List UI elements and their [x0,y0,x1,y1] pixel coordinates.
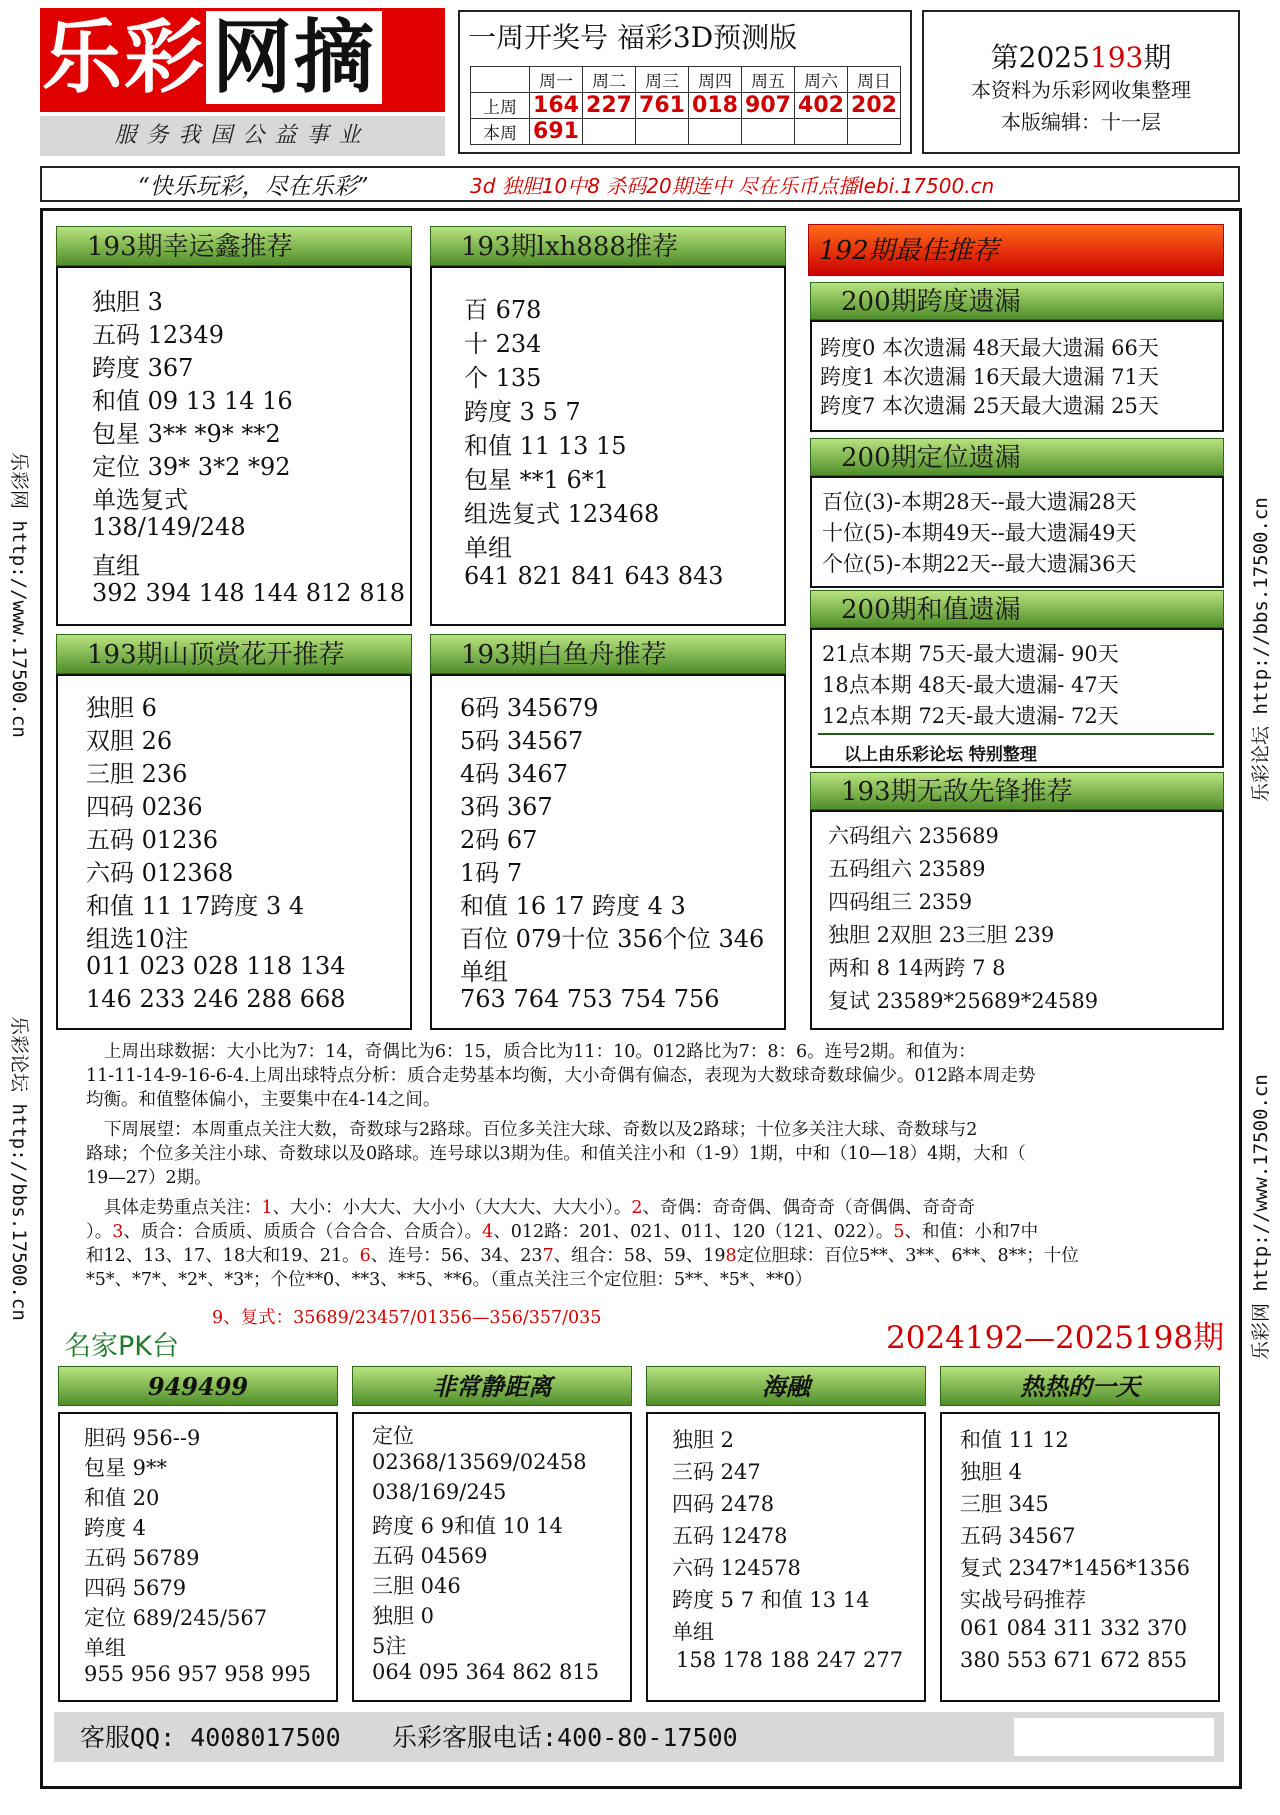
panel-title: 193期lxh888推荐 [430,226,786,266]
panel-line: 直组 [92,552,140,580]
panel-line: 组选复式 123468 [464,500,660,528]
pk-line: 三码 247 [672,1460,761,1484]
panel-line: 12点本期 72天-最大遗漏- 72天 [822,704,1119,728]
draw-number: 691 [530,119,583,145]
pk-expert-title: 海融 [646,1366,926,1406]
analysis-line: *5*、*7*、*2*、*3*；个位**0、**3、**5、**6。（重点关注三个定位胆：5**、*5*、**0） [86,1270,813,1290]
pk-expert-title: 非常静距离 [352,1366,632,1406]
draw-number: 402 [795,93,848,119]
pk-line: 五码 12478 [672,1524,788,1548]
pk-line: 061 084 311 332 370 [960,1616,1188,1640]
pk-line: 跨度 4 [84,1516,147,1540]
panel-line: 五码 01236 [86,826,218,854]
pk-line: 五码 56789 [84,1546,200,1570]
panel-line: 独胆 3 [92,288,163,316]
panel-title: 193期山顶赏花开推荐 [56,634,412,674]
panel-line: 单组 [460,958,508,986]
pk-line: 复式 2347*1456*1356 [960,1556,1191,1580]
panel-line: 复试 23589*25689*24589 [828,989,1099,1013]
panel-line: 和值 16 17 跨度 4 3 [460,892,686,920]
panel-line: 2码 67 [460,826,538,854]
panel-line: 十位(5)-本期49天--最大遗漏49天 [822,521,1137,545]
tagline-left: “快乐玩彩，尽在乐彩” [138,174,369,200]
pk-line: 5注 [372,1634,407,1658]
draw-number [689,119,742,145]
panel-line: 百 678 [464,296,542,324]
panel-line: 5码 34567 [460,727,584,755]
panel-line: 6码 345679 [460,694,599,722]
analysis-line: ）。3、质合：合质质、质质合（合合合、合质合）。4、012路：201、021、011、120（121、022）。5、和值：小和7中 [86,1222,1039,1242]
side-right-bottom[interactable]: 乐彩网 http://www.17500.cn [1250,1074,1272,1360]
draw-number: 761 [636,93,689,119]
draw-number: 202 [848,93,901,119]
draw-title: 一周开奖号 福彩3D预测版 [468,21,798,54]
panel-line: 六码组六 235689 [828,824,999,848]
panel-line: 四码组三 2359 [828,890,973,914]
day-header: 周三 [636,67,689,93]
panel-line: 五码组六 23589 [828,857,986,881]
pk-line: 定位 [372,1424,414,1448]
footer-qq[interactable]: 客服QQ: 4008017500 [80,1723,341,1752]
panel-line: 和值 11 17跨度 3 4 [86,892,305,920]
divider [818,733,1214,735]
day-header: 周五 [742,67,795,93]
panel-line: 011 023 028 118 134 [86,952,346,980]
panel-line: 21点本期 75天-最大遗漏- 90天 [822,642,1119,666]
pk-line: 独胆 2 [672,1428,735,1452]
issue-editor: 本版编辑：十一层 [1001,110,1161,134]
panel-line: 组选10注 [86,925,189,953]
panel-line: 百位 079十位 356个位 346 [460,925,765,953]
panel-line: 392 394 148 144 812 818 [92,579,405,607]
panel-line: 双胆 26 [86,727,173,755]
panel-line: 跨度1 本次遗漏 16天最大遗漏 71天 [820,365,1159,389]
pk-line: 三胆 046 [372,1574,461,1598]
pk-expert-title: 949499 [58,1366,338,1406]
pk-line: 跨度 6 9和值 10 14 [372,1514,563,1538]
draw-number [636,119,689,145]
pk-line: 独胆 4 [960,1460,1023,1484]
analysis-line: 下周展望：本周重点关注大数，奇数球与2路球。百位多关注大球、奇数以及2路球；十位多关注大球、奇数球与2 [104,1120,978,1140]
day-header: 周日 [848,67,901,93]
best-recommend-title: 192期最佳推荐 [808,224,1224,276]
sum-miss-note: 以上由乐彩论坛 特别整理 [844,745,1037,765]
pk-line: 380 553 671 672 855 [960,1648,1188,1672]
pk-line: 三胆 345 [960,1492,1049,1516]
panel-line: 包星 3** *9* **2 [92,420,281,448]
side-left-top[interactable]: 乐彩网 http://www.17500.cn [8,452,30,738]
day-header: 周二 [583,67,636,93]
pk-range: 2024192—2025198期 [886,1320,1225,1356]
panel-line: 1码 7 [460,859,523,887]
panel-line: 单选复式 [92,486,188,514]
logo: 乐彩网摘 [42,6,442,110]
day-header: 周一 [530,67,583,93]
pk-line: 单组 [672,1620,714,1644]
panel-title: 193期无敌先锋推荐 [810,772,1224,810]
pk-line: 和值 20 [84,1486,160,1510]
panel-title: 200期和值遗漏 [810,590,1224,628]
panel-line: 641 821 841 643 843 [464,562,724,590]
draw-number [742,119,795,145]
draw-number [795,119,848,145]
pk-line: 和值 11 12 [960,1428,1069,1452]
day-header: 周六 [795,67,848,93]
draw-number [583,119,636,145]
panel-title: 200期跨度遗漏 [810,282,1224,320]
panel-line: 百位(3)-本期28天--最大遗漏28天 [822,490,1137,514]
panel-line: 763 764 753 754 756 [460,985,720,1013]
pk-line: 定位 689/245/567 [84,1606,268,1630]
issue-number: 第2025193期 [990,41,1172,74]
draw-number: 018 [689,93,742,119]
analysis-line: 具体走势重点关注：1、大小：小大大、大小小（大大大、大大小）。2、奇偶：奇奇偶、偶奇奇（奇偶偶、奇奇奇 [104,1198,976,1218]
panel-line: 两和 8 14两跨 7 8 [828,956,1006,980]
panel-line: 18点本期 48天-最大遗漏- 47天 [822,673,1119,697]
tagline-right: 3d 独胆10中8 杀码20期连中 尽在乐币点播lebi.17500.cn [470,174,995,198]
pk-line: 四码 2478 [672,1492,775,1516]
analysis-line: 11-11-14-9-16-6-4.上周出球特点分析：质合走势基本均衡，大小奇偶有偏态，表现为大数球奇数球偏少。012路本周走势 [86,1066,1036,1086]
panel-title: 193期幸运鑫推荐 [56,226,412,266]
panel-line: 五码 12349 [92,321,224,349]
pk-line: 955 956 957 958 995 [84,1662,312,1686]
panel-line: 单组 [464,534,512,562]
slogan: 服务我国公益事业 [114,123,371,148]
side-right-top[interactable]: 乐彩论坛 http://bbs.17500.cn [1250,497,1272,802]
panel-line: 定位 39* 3*2 *92 [92,453,291,481]
pk-line: 包星 9** [84,1456,168,1480]
pk-line: 胆码 956--9 [84,1426,201,1450]
pk-line: 038/169/245 [372,1480,507,1504]
panel-line: 138/149/248 [92,513,246,541]
draw-number: 907 [742,93,795,119]
panel-line: 4码 3467 [460,760,568,788]
panel-line: 跨度0 本次遗漏 48天最大遗漏 66天 [820,336,1159,360]
panel-line: 十 234 [464,330,542,358]
issue-note: 本资料为乐彩网收集整理 [971,78,1191,102]
pk-line: 158 178 188 247 277 [676,1648,904,1672]
panel-line: 和值 09 13 14 16 [92,387,293,415]
last-week-label: 上周 [471,93,530,119]
analysis-line: 路球；个位多关注小球、奇数球以及0路球。连号球以3期为佳。和值关注小和（1-9）1期，中和（10—18）4期，大和（ [86,1144,1026,1164]
panel-line: 六码 012368 [86,859,234,887]
draw-number: 227 [583,93,636,119]
pk-line: 单组 [84,1636,126,1660]
pk-line: 实战号码推荐 [960,1588,1086,1612]
panel-line: 独胆 6 [86,694,157,722]
panel-line: 跨度 3 5 7 [464,398,581,426]
draw-number: 164 [530,93,583,119]
pk-line: 五码 04569 [372,1544,488,1568]
pk-line: 四码 5679 [84,1576,187,1600]
panel-line: 独胆 2双胆 23三胆 239 [828,923,1055,947]
panel-line: 跨度 367 [92,354,194,382]
panel-title: 193期白鱼舟推荐 [430,634,786,674]
pk-line: 六码 124578 [672,1556,801,1580]
pk-expert-title: 热热的一天 [940,1366,1220,1406]
pk-line: 02368/13569/02458 [372,1450,587,1474]
analysis-line: 19—27）2期。 [86,1168,212,1188]
analysis-line: 9、复式：35689/23457/01356—356/357/035 [212,1308,602,1328]
panel-line: 3码 367 [460,793,553,821]
panel-line: 146 233 246 288 668 [86,985,346,1013]
pk-label: 名家PK台 [64,1331,179,1362]
day-header: 周四 [689,67,742,93]
draw-number [848,119,901,145]
footer-blank-box [1014,1718,1214,1756]
pk-line: 独胆 0 [372,1604,435,1628]
panel-line: 包星 **1 6*1 [464,466,610,494]
panel-line: 和值 11 13 15 [464,432,627,460]
this-week-label: 本周 [471,119,530,145]
analysis-line: 和12、13、17、18大和19、21。6、连号：56、34、237、组合：58、59、198定位胆球：百位5**、3**、6**、8**；十位 [86,1246,1079,1266]
pk-line: 跨度 5 7 和值 13 14 [672,1588,870,1612]
panel-line: 三胆 236 [86,760,188,788]
draw-table [470,66,901,145]
analysis-line: 上周出球数据：大小比为7：14，奇偶比为6：15，质合比为11：10。012路比为7：8：6。连号2期。和值为： [104,1042,976,1062]
side-left-bottom[interactable]: 乐彩论坛 http://bbs.17500.cn [8,1016,30,1321]
panel-line: 个 135 [464,364,542,392]
panel-line: 四码 0236 [86,793,203,821]
footer-phone[interactable]: 乐彩客服电话:400-80-17500 [392,1723,738,1752]
analysis-line: 均衡。和值整体偏小，主要集中在4-14之间。 [86,1090,441,1110]
panel-title: 200期定位遗漏 [810,438,1224,476]
panel-line: 个位(5)-本期22天--最大遗漏36天 [822,552,1137,576]
panel-line: 跨度7 本次遗漏 25天最大遗漏 25天 [820,394,1159,418]
pk-line: 五码 34567 [960,1524,1076,1548]
pk-line: 064 095 364 862 815 [372,1660,600,1684]
